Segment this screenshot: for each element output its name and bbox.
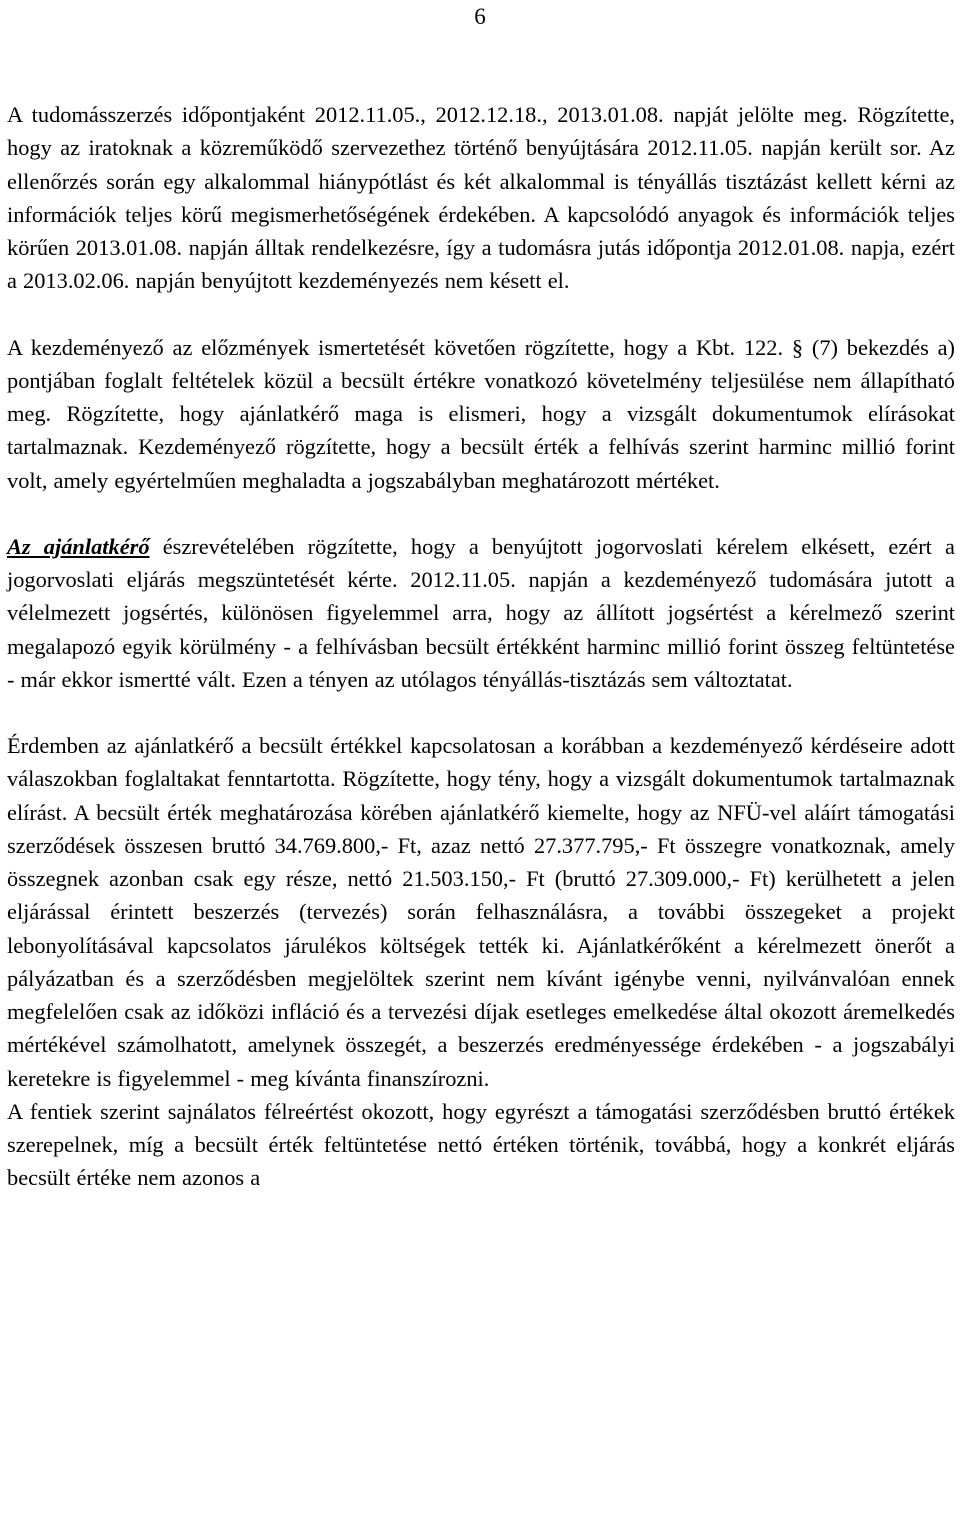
paragraph-text: Érdemben az ajánlatkérő a becsült értékkel kapcsolatosan a korábban a kezdeményező kérdéseire adott válaszokban foglaltakat fenntartotta. Rögzítette, hogy tény, hogy a vizsgált dokumentumok tartalmaznak elírást. A becsült érték meghatározása körében ajánlatkérő kiemelte, hogy az NFÜ-vel aláírt támogatási szerződések összesen bruttó 34.769.800,- Ft, azaz nettó 27.377.795,- Ft összegre vonatkoznak, amely összegnek azonban csak egy része, nettó 21.503.150,- Ft (bruttó 27.309.000,- Ft) kerülhetett a jelen eljárással érintett beszerzés (tervezés) során felhasználásra, a további összegeket a projekt lebonyolításával kapcsolatos járulékos költségek tették ki. Ajánlatkérőként a kérelmezett önerőt a pályázatban és a szerződésben megjelöltek szerint nem kívánt igénybe venni, nyilvánvalóan ennek megfelelően csak az időközi infláció és a tervezési díjak esetleges emelkedése által okozott áremelkedés mértékével számolhatott, amelynek összegét, a beszerzés eredményessége érdekében - a jogszabályi keretekre is figyelemmel - meg kívánta finanszírozni. bbox=[7, 733, 955, 1091]
page-number: 6 bbox=[474, 4, 486, 29]
paragraph-ajanlatkero-eszrevetel bbox=[7, 530, 955, 696]
paragraph-erdemben bbox=[7, 729, 955, 1095]
paragraph-text: A kezdeményező az előzmények ismertetését követően rögzítette, hogy a Kbt. 122. § (7) bekezdés a) pontjában foglalt feltételek közül a becsült értékre vonatkozó követelmény teljesülése nem állapítható meg. Rögzítette, hogy ajánlatkérő maga is elismeri, hogy a vizsgált dokumentumok elírásokat tartalmaznak. Kezdeményező rögzítette, hogy a becsült érték a felhívás szerint harminc millió forint volt, amely egyértelműen meghaladta a jogszabályban meghatározott mértéket. bbox=[7, 334, 955, 493]
paragraph-text: A tudomásszerzés időpontjaként 2012.11.05., 2012.12.18., 2013.01.08. napját jelölte meg. Rögzítette, hogy az iratoknak a közreműködő szervezethez történő benyújtására 2012.11.05. napján került sor. Az ellenőrzés során egy alkalommal hiánypótlást és két alkalommal is tényállás tisztázást kellett kérni az információk teljes körű megismerhetőségének érdekében. A kapcsolódó anyagok és információk teljes körűen 2013.01.08. napján álltak rendelkezésre, így a tudomásra jutás időpontja 2012.01.08. napja, ezért a 2013.02.06. napján benyújtott kezdeményezés nem késett el. bbox=[7, 102, 955, 294]
document-body bbox=[7, 98, 955, 1195]
paragraph-text: észrevételében rögzítette, hogy a benyújtott jogorvoslati kérelem elkésett, ezért a jogorvoslati eljárás megszüntetését kérte. 2012.11.05. napján a kezdeményező tudomására jutott a vélelmezett jogsértés, különösen figyelemmel arra, hogy az állított jogsértést a kérelmező szerint megalapozó egyik körülmény - a felhívásban becsült értékként harminc millió forint összeg feltüntetése - már ekkor ismertté vált. Ezen a tényen az utólagos tényállás-tisztázás sem változtatat. bbox=[7, 533, 955, 692]
paragraph-fentiek bbox=[7, 1095, 955, 1195]
paragraph-lead: Az ajánlatkérő bbox=[7, 533, 150, 559]
paragraph-kezdemenyezo bbox=[7, 331, 955, 497]
paragraph-tudomasszerzes bbox=[7, 98, 955, 298]
paragraph-text: A fentiek szerint sajnálatos félreértést okozott, hogy egyrészt a támogatási szerződésben bruttó értékek szerepelnek, míg a becsült érték feltüntetése nettó értéken történik, továbbá, hogy a konkrét eljárás becsült értéke nem azonos a bbox=[7, 1098, 955, 1191]
